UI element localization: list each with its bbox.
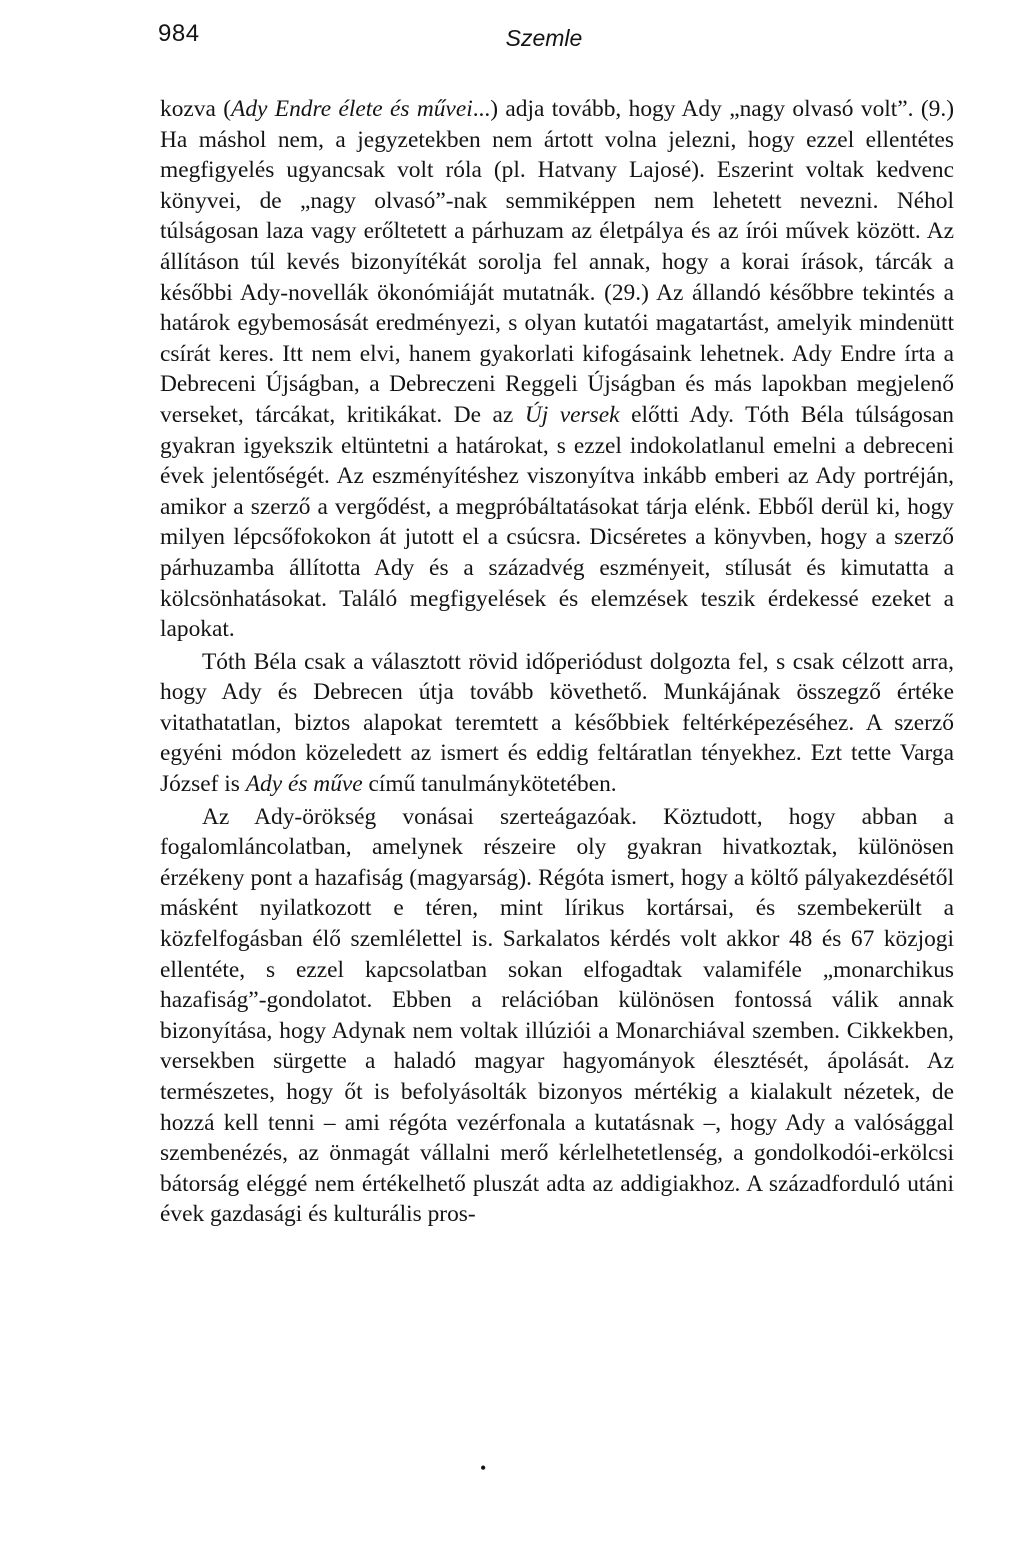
paragraph xyxy=(160,647,954,800)
book-title-italic: Ady és műve xyxy=(245,771,363,798)
paragraph xyxy=(160,94,954,645)
body-text xyxy=(160,94,954,1230)
text-run: Az Ady-örökség vonásai szerteágazóak. Köztudott, hogy abban a fogalomláncolatban, amelynek részeire oly gyakran hivatkoztak, különösen érzékeny pont a hazafiság (magyarság). Régóta ismert, hogy a költő pályakezdésétől másként nyilatkozott e téren, mint lírikus kortársai, és szembekerült a közfelfogásban élő szemlélettel is. Sarkalatos kérdés volt akkor 48 és 67 közjogi ellentéte, s ezzel kapcsolatban sokan elfogadtak valamiféle „monarchikus hazafiság”-gondolatot. Ebben a relációban különösen fontossá válik annak bizonyítása, hogy Adynak nem voltak illúziói a Monarchiával szemben. Cikkekben, versekben sürgette a haladó magyar hagyományok élesztését, ápolását. Az természetes, hogy őt is befolyásolták bizonyos mértékig a kialakult nézetek, de hozzá kell tenni – ami régóta vezérfonala a kutatásnak –, hogy Ady a valósággal szembenézés, az önmagát vállalni merő kérlelhetetlenség, a gondolkodói-erkölcsi bátorság eléggé nem értékelhető pluszát adta az addigiakhoz. A századforduló utáni évek gazdasági és kulturális pros- xyxy=(160,803,954,1228)
text-run: ...) adja tovább, hogy Ady „nagy olvasó volt”. (9.) Ha máshol nem, a jegyzetekben nem ártott volna jelezni, hogy ezzel ellentétes megfigyelés ugyancsak volt róla (pl. Hatvany Lajosé). Eszerint voltak kedvenc könyvei, de „nagy olvasó”-nak semmiképpen nem lehetett nevezni. Néhol túlságosan laza vagy erőltetett a párhuzam az életpálya és az írói művek között. Az állításon túl kevés bizonyítékát sorolja fel annak, hogy a korai írások, tárcák a későbbi Ady-novellák ökonómiáját mutatnák. (29.) Az állandó későbbre tekintés a határok egybemosását eredményezi, s olyan kutatói magatartást, amelyik mindenütt csírát keres. Itt nem elvi, hanem gyakorlati kifogásaink lehetnek. Ady Endre írta a Debreceni Újságban, a Debreczeni Reggeli Újságban és más lapokban megjelenő verseket, tárcákat, kritikákat. De az xyxy=(160,96,954,428)
footer-mark: • xyxy=(480,1458,487,1478)
book-title-italic: Új versek xyxy=(524,401,620,428)
text-run: Tóth Béla csak a választott rövid időperiódust dolgozta fel, s csak célzott arra, hogy Ady és Debrecen útja tovább követhető. Munkájának összegző értéke vitathatatlan, biztos alapokat teremtett a későbbiek feltérképezéséhez. A szerző egyéni módon közeledett az ismert és eddig feltáratlan tényekhez. Ezt tette Varga József is xyxy=(160,648,954,798)
running-head: Szemle xyxy=(505,25,583,51)
text-run: című tanulmánykötetében. xyxy=(362,771,617,798)
text-run: kozva ( xyxy=(160,96,232,122)
book-title-italic: Ady Endre élete és művei xyxy=(231,96,473,122)
page-number: 984 xyxy=(158,20,200,47)
paragraph xyxy=(160,802,954,1230)
text-run: előtti Ady. Tóth Béla túlságosan gyakran igyekszik eltüntetni a határokat, s ezzel indokolatlanul emelni a debreceni évek jelentőségét. Az eszményítéshez viszonyítva inkább emberi az Ady portréján, amikor a szerző a vergődést, a megpróbáltatásokat tárja elénk. Ebből derül ki, hogy milyen lépcsőfokokon át jutott el a csúcsra. Dicséretes a könyvben, hogy a szerző párhuzamba állította Ady és a századvég eszményeit, stílusát és kimutatta a kölcsönhatásokat. Találó megfigyelések és elemzések teszik érdekessé ezeket a lapokat. xyxy=(160,401,954,643)
